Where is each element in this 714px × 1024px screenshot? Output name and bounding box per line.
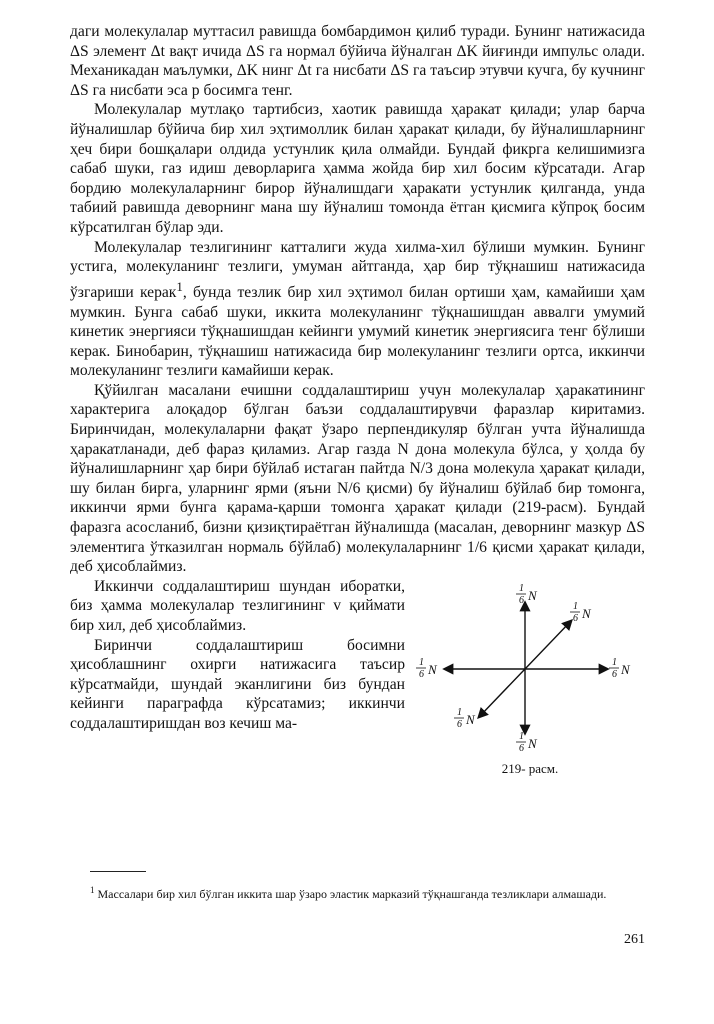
footnote-divider: [90, 871, 146, 872]
paragraph-2: Молекулалар мутлақо тартибсиз, хаотик равишда ҳаракат қилади; улар барча йўналишлар бўйича бир хил эҳтимоллик билан ҳаракат қилади, бу йўналишларнинг ҳеч бири бошқалари олдида устунлик қила олмайди. Бундай фикрга келишимизга сабаб шуки, газ идиш деворларига ҳамма жойда бир хил босим кўрсатади. Агар бордию молекулаларнинг бирор йўналишдаги ҳаракати устунлик қилганда, унда табиий равишда деворнинг мана шу йўналиш томонда ётган қисмига кўпроқ босим кўрсатилган бўлар эди.: [70, 101, 645, 236]
paragraph-4: Қўйилган масалани ечишни соддалаштириш учун молекулалар ҳаракатининг характерига алоқадор бўлган баъзи соддалаштирувчи фаразлар киритамиз. Биринчидан, молекулаларни фақат ўзаро перпендикуляр бўлган учта йўналишда ҳаракатланади, деб фараз қиламиз. Агар газда N дона молекула бўлса, у ҳолда бу йўналишларнинг ҳар бири бўйлаб истаган пайтда N/3 дона молекула ҳаракат қилади, шу билан бирга, уларнинг ярми (яъни N/6 қисми) бу йўналиш бўйлаб бир томонга, иккинчи ярми бунга қарама-қарши томонга ҳаракат қилади (219-расм). Бундай фаразга асосланиб, бизни қизиқтираётган йўналишда (масалан, деворнинг мазкур ΔS элементига ўтказилган нормаль бўйлаб) молекулаларнинг 1/6 қисми ҳаракат қилади, деб ҳисоблаймиз.: [70, 381, 645, 576]
svg-text:N: N: [466, 711, 475, 727]
arrow-down-left: [479, 669, 525, 717]
svg-text:6: 6: [457, 718, 462, 730]
footnote-marker: 1: [90, 885, 95, 895]
page-body: [70, 22, 645, 777]
paragraph-3: [70, 238, 645, 381]
svg-text:1: 1: [573, 600, 578, 612]
svg-text:N: N: [528, 587, 537, 603]
label-up: [516, 583, 538, 606]
figure-caption: 219- расм.: [501, 760, 559, 776]
svg-text:N: N: [428, 661, 437, 677]
arrow-up-right: [525, 621, 571, 669]
svg-text:N: N: [621, 661, 630, 677]
svg-text:1: 1: [519, 582, 524, 594]
figure-219: [415, 581, 645, 777]
label-down: [516, 731, 538, 754]
svg-text:6: 6: [419, 668, 424, 680]
svg-text:6: 6: [519, 742, 524, 754]
svg-text:N: N: [528, 735, 537, 751]
label-down-left: [454, 707, 476, 730]
label-left: [416, 657, 438, 680]
svg-text:1: 1: [457, 706, 462, 718]
svg-text:1: 1: [419, 656, 424, 668]
page-number: 261: [624, 932, 645, 947]
svg-text:6: 6: [612, 668, 617, 680]
svg-text:1: 1: [612, 656, 617, 668]
label-up-right: [570, 601, 592, 624]
svg-text:6: 6: [573, 612, 578, 624]
paragraph-6: Биринчи соддалаштириш босимни ҳисоблашнинг охирги натижасига таъсир кўрсатмайди, шундай эканлигини биз бундан кейинги параграфда кўрсатамиз; иккинчи соддалаштиришдан воз кечиш ма-: [70, 636, 405, 732]
paragraph-3-part-a: Молекулалар тезлигининг катталиги жуда хилма-хил бўлиши мумкин. Бунинг устига, молекуланинг тезлиги, умуман айтганда, ҳар бир тўқнашиш натижасида ўзгариши керак: [70, 238, 645, 301]
paragraph-5: Иккинчи соддалаштириш шундан иборатки, биз ҳамма молекулалар тезлигининг v қиймати бир хил, деб ҳисоблаймиз.: [70, 577, 405, 634]
paragraph-1: даги молекулалар муттасил равишда бомбардимон қилиб туради. Бунинг натижасида ΔS элемент Δt вақт ичида ΔS га нормал бўйича йўналган ΔK йиғинди импульс олади. Механикадан маълумки, ΔK нинг Δt га нисбати ΔS га таъсир этувчи кучга, бу кучнинг ΔS га нисбати эса p босимга тенг.: [70, 23, 645, 99]
footnote-reference: 1: [176, 278, 183, 294]
footnote: [90, 883, 645, 901]
svg-text:1: 1: [519, 730, 524, 742]
label-right: [609, 657, 631, 680]
footnote-text: Массалари бир хил бўлган иккита шар ўзаро эластик марказий тўқнашганда тезликлари алмашади.: [97, 887, 607, 901]
direction-diagram: [415, 581, 645, 756]
svg-text:N: N: [582, 605, 591, 621]
svg-text:6: 6: [519, 594, 524, 606]
paragraph-3-part-b: , бунда тезлик бир хил эҳтимол билан ортиши ҳам, камайиши ҳам мумкин. Бунга сабаб шуки, иккита молекуланинг тўқнашишдан аввалги умумий кинетик энергияси тўқнашишдан кейинги умумий кинетик энергиясига тенг бўлиши керак. Бинобарин, тўқнашиш натижасида бир молекуланинг тезлиги ортса, иккинчи молекуланинг тезлиги камайиши керак.: [70, 283, 645, 380]
